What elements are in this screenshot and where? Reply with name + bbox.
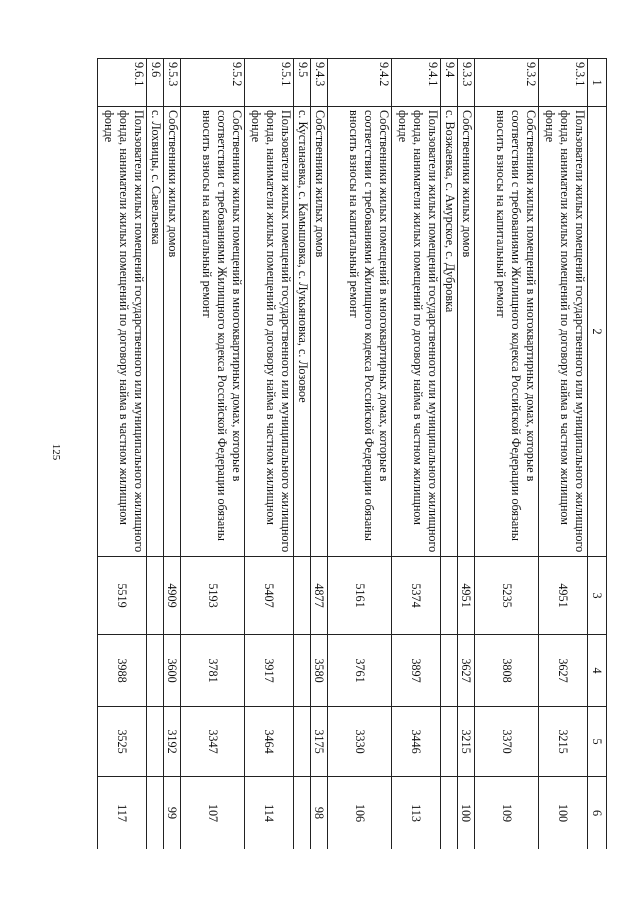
- value-cell: 3525: [98, 707, 147, 777]
- row-code: 9.3.2: [475, 59, 539, 107]
- value-cell: 3988: [98, 635, 147, 707]
- header-cell: 1: [588, 59, 607, 107]
- header-cell: 2: [588, 107, 607, 557]
- value-cell: 3600: [164, 635, 181, 707]
- row-code: 9.4.1: [392, 59, 441, 107]
- table-row: [311, 59, 328, 850]
- row-description: Собственники жилых помещений в многоквартирных домах, которые в соответствии с требованиями Жилищного кодекса Российской Федерации обязаны вносить взносы на капитальный ремонт: [328, 107, 392, 557]
- value-cell: 99: [164, 777, 181, 850]
- table-row: [441, 59, 458, 850]
- value-cell: 3464: [245, 707, 294, 777]
- row-code: 9.5.3: [164, 59, 181, 107]
- value-cell: 5161: [328, 557, 392, 635]
- value-cell: [294, 635, 311, 707]
- row-code: 9.3.1: [539, 59, 588, 107]
- value-cell: 3917: [245, 635, 294, 707]
- row-code: 9.4: [441, 59, 458, 107]
- value-cell: [441, 635, 458, 707]
- row-description: Собственники жилых домов: [164, 107, 181, 557]
- value-cell: 100: [539, 777, 588, 850]
- value-cell: 4909: [164, 557, 181, 635]
- value-cell: [294, 777, 311, 850]
- value-cell: 3446: [392, 707, 441, 777]
- value-cell: 3192: [164, 707, 181, 777]
- table-row: [98, 59, 147, 850]
- row-description: Собственники жилых домов: [311, 107, 328, 557]
- row-description: Собственники жилых помещений в многоквартирных домах, которые в соответствии с требованиями Жилищного кодекса Российской Федерации обязаны вносить взносы на капитальный ремонт: [181, 107, 245, 557]
- value-cell: 4951: [539, 557, 588, 635]
- value-cell: 3215: [458, 707, 475, 777]
- value-cell: 4877: [311, 557, 328, 635]
- rotated-table-container: [97, 58, 607, 849]
- header-cell: 5: [588, 707, 607, 777]
- row-code: 9.5.1: [245, 59, 294, 107]
- row-code: 9.6.1: [98, 59, 147, 107]
- value-cell: 3347: [181, 707, 245, 777]
- value-cell: 3175: [311, 707, 328, 777]
- value-cell: [147, 635, 164, 707]
- value-cell: [441, 557, 458, 635]
- value-cell: 3761: [328, 635, 392, 707]
- table-row: [181, 59, 245, 850]
- value-cell: 3627: [539, 635, 588, 707]
- row-code: 9.3.3: [458, 59, 475, 107]
- value-cell: 106: [328, 777, 392, 850]
- row-description: с. Лохвицы, с. Савельевка: [147, 107, 164, 557]
- value-cell: 3781: [181, 635, 245, 707]
- value-cell: 98: [311, 777, 328, 850]
- tariff-table: [97, 58, 607, 849]
- value-cell: 109: [475, 777, 539, 850]
- rotated-table-area: [97, 58, 607, 849]
- row-description: с. Кустанаевка, с. Камышовка, с. Лукьяновка, с. Лозовое: [294, 107, 311, 557]
- row-code: 9.4.3: [311, 59, 328, 107]
- value-cell: 5235: [475, 557, 539, 635]
- value-cell: 117: [98, 777, 147, 850]
- page-number: 125: [50, 443, 62, 461]
- table-row: [328, 59, 392, 850]
- value-cell: [441, 777, 458, 850]
- table-row: [147, 59, 164, 850]
- value-cell: [147, 777, 164, 850]
- row-code: 9.5.2: [181, 59, 245, 107]
- value-cell: 3330: [328, 707, 392, 777]
- value-cell: 113: [392, 777, 441, 850]
- value-cell: 114: [245, 777, 294, 850]
- value-cell: 5519: [98, 557, 147, 635]
- table-row: [392, 59, 441, 850]
- value-cell: 3627: [458, 635, 475, 707]
- value-cell: 4951: [458, 557, 475, 635]
- value-cell: 5407: [245, 557, 294, 635]
- table-row: [475, 59, 539, 850]
- row-description: Пользователи жилых помещений государственного или муниципального жилищного фонда, наниматели жилых помещений по договору найма в частном жилищном фонде: [539, 107, 588, 557]
- row-description: Пользователи жилых помещений государственного или муниципального жилищного фонда, наниматели жилых помещений по договору найма в частном жилищном фонде: [392, 107, 441, 557]
- value-cell: 5193: [181, 557, 245, 635]
- value-cell: [147, 557, 164, 635]
- value-cell: 5374: [392, 557, 441, 635]
- table-row: [164, 59, 181, 850]
- table-row: [458, 59, 475, 850]
- value-cell: 3897: [392, 635, 441, 707]
- row-description: Собственники жилых домов: [458, 107, 475, 557]
- value-cell: 3580: [311, 635, 328, 707]
- header-cell: 3: [588, 557, 607, 635]
- value-cell: [294, 557, 311, 635]
- table-row: [245, 59, 294, 850]
- row-description: Собственники жилых помещений в многоквартирных домах, которые в соответствии с требованиями Жилищного кодекса Российской Федерации обязаны вносить взносы на капитальный ремонт: [475, 107, 539, 557]
- row-description: с. Возжаевка, с. Амурское, с. Дубровка: [441, 107, 458, 557]
- table-row: [294, 59, 311, 850]
- value-cell: 3370: [475, 707, 539, 777]
- value-cell: 100: [458, 777, 475, 850]
- value-cell: [441, 707, 458, 777]
- row-description: Пользователи жилых помещений государственного или муниципального жилищного фонда, наниматели жилых помещений по договору найма в частном жилищном фонде: [98, 107, 147, 557]
- header-cell: 4: [588, 635, 607, 707]
- row-code: 9.6: [147, 59, 164, 107]
- header-cell: 6: [588, 777, 607, 850]
- table-header-row: [588, 59, 607, 850]
- value-cell: [147, 707, 164, 777]
- row-description: Пользователи жилых помещений государственного или муниципального жилищного фонда, наниматели жилых помещений по договору найма в частном жилищном фонде: [245, 107, 294, 557]
- value-cell: 3215: [539, 707, 588, 777]
- value-cell: [294, 707, 311, 777]
- value-cell: 3808: [475, 635, 539, 707]
- row-code: 9.4.2: [328, 59, 392, 107]
- table-row: [539, 59, 588, 850]
- row-code: 9.5: [294, 59, 311, 107]
- value-cell: 107: [181, 777, 245, 850]
